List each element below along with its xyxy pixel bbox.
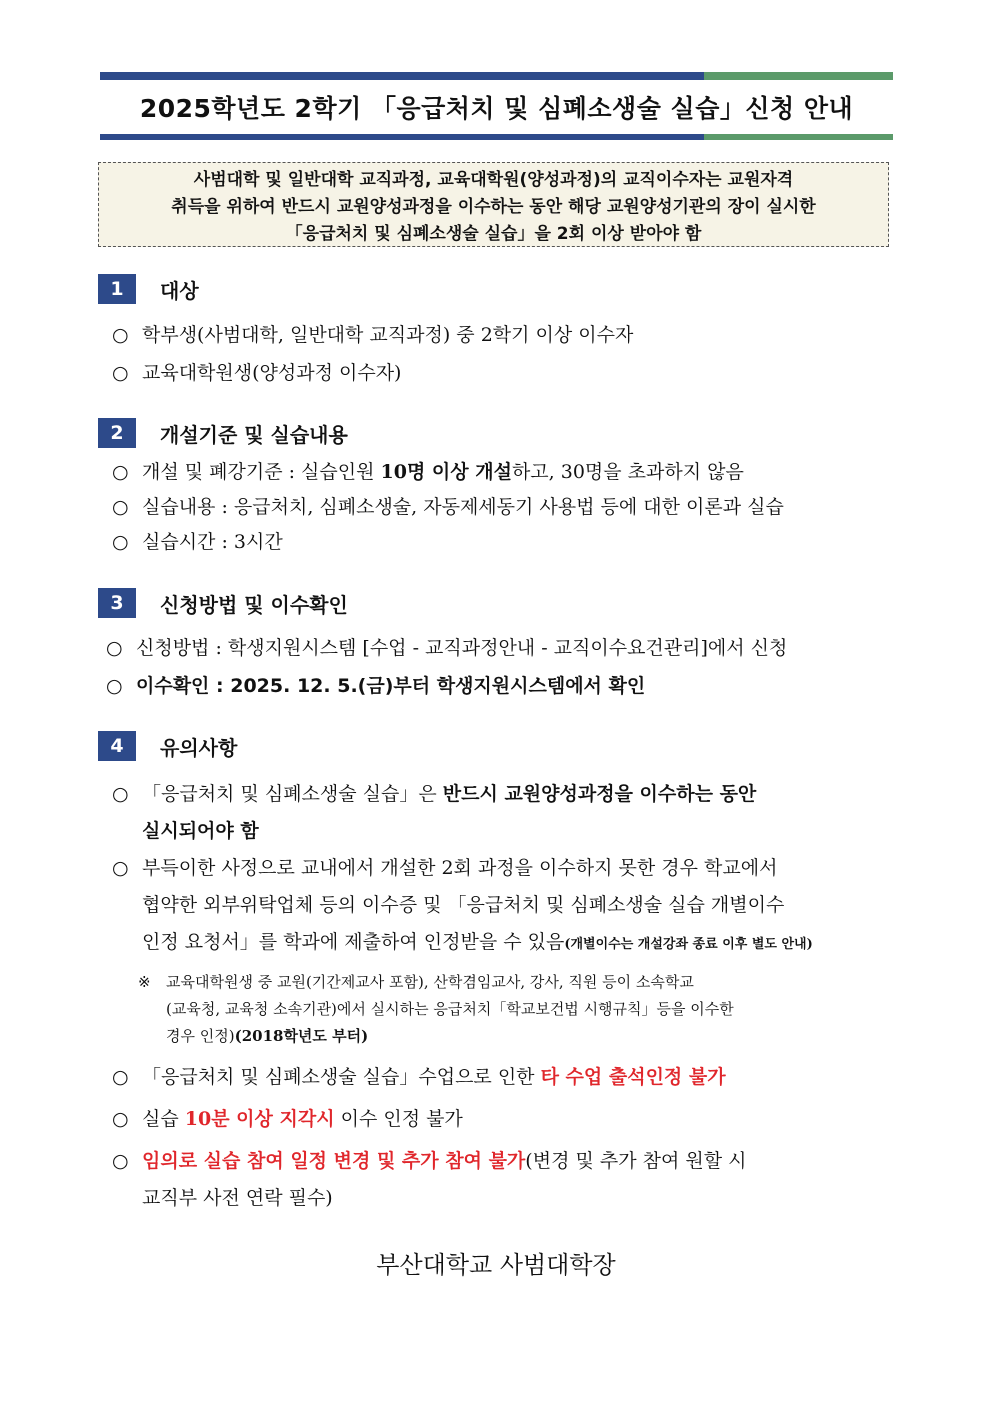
list-item <box>112 489 784 525</box>
bullet-icon: ○ <box>112 531 129 553</box>
bullet-icon: ○ <box>112 496 129 518</box>
item-text: 부득이한 사정으로 교내에서 개설한 2회 과정을 이수하지 못한 경우 학교에서 <box>142 857 778 879</box>
issuer-signature: 부산대학교 사범대학장 <box>376 1251 616 1279</box>
intro-line: 「응급처치 및 심폐소생술 실습」을 2회 이상 받아야 함 <box>285 224 702 244</box>
list-item <box>112 317 633 353</box>
bullet-icon: ○ <box>112 1066 129 1088</box>
item-text-red: 임의로 실습 참여 일정 변경 및 추가 참여 불가 <box>142 1150 526 1172</box>
section-header-2 <box>98 418 348 448</box>
item-text: (변경 및 추가 참여 원할 시 <box>525 1150 747 1172</box>
section-label: 대상 <box>160 278 199 303</box>
section-header-3 <box>98 588 348 618</box>
item-text: 「응급처치 및 심폐소생술 실습」수업으로 인한 <box>142 1066 541 1088</box>
section-number: 1 <box>98 274 136 304</box>
item-text: 하고, 30명을 초과하지 않음 <box>511 461 744 483</box>
item-text-red: 10분 이상 지각시 <box>184 1108 335 1130</box>
list-item <box>106 668 645 704</box>
item-text: 「응급처치 및 심폐소생술 실습」은 <box>142 783 443 805</box>
list-item <box>112 524 283 560</box>
intro-line: 취득을 위하여 반드시 교원양성과정을 이수하는 동안 해당 교원양성기관의 장이 실시한 <box>171 197 816 217</box>
page-title: 2025학년도 2학기 「응급처치 및 심폐소생술 실습」신청 안내 <box>139 94 854 123</box>
section-label: 개설기준 및 실습내용 <box>160 422 348 447</box>
notice-item <box>112 850 922 963</box>
bullet-icon: ○ <box>112 324 129 346</box>
notice-item <box>112 1059 922 1096</box>
section-label: 유의사항 <box>160 735 238 760</box>
title-top-rule <box>100 72 893 80</box>
item-text: 학부생(사범대학, 일반대학 교직과정) 중 2학기 이상 이수자 <box>142 324 634 346</box>
item-text: 교직부 사전 연락 필수) <box>142 1187 333 1209</box>
item-text: 협약한 외부위탁업체 등의 이수증 및 「응급처치 및 심폐소생술 실습 개별이수 <box>142 894 785 916</box>
bullet-icon: ○ <box>112 461 129 483</box>
note-text-bold: (2018학년도 부터) <box>234 1027 369 1045</box>
item-text: 개설 및 폐강기준 : 실습인원 <box>142 461 381 483</box>
notice-item <box>112 776 922 850</box>
section-label: 신청방법 및 이수확인 <box>160 592 348 617</box>
section-number: 2 <box>98 418 136 448</box>
bullet-icon: ○ <box>106 637 123 659</box>
note-mark: ※ <box>138 973 151 991</box>
item-text: 실습 <box>142 1108 185 1130</box>
item-text: 실습시간 : 3시간 <box>142 531 283 553</box>
item-text: 교육대학원생(양성과정 이수자) <box>142 362 402 384</box>
item-text: 이수확인 : 2025. 12. 5.(금)부터 학생지원시스템에서 확인 <box>136 675 646 697</box>
item-text: 이수 인정 불가 <box>334 1108 463 1130</box>
title-rule-blue <box>100 134 704 140</box>
note-block <box>138 969 922 1050</box>
note-text: 경우 인정) <box>166 1027 235 1045</box>
item-text-line <box>112 924 922 963</box>
item-text-bold: 10명 이상 개설 <box>380 461 512 483</box>
item-text-small: (개별이수는 개설강좌 종료 이후 별도 안내) <box>564 937 813 952</box>
bullet-icon: ○ <box>112 1108 129 1130</box>
intro-box <box>98 162 889 247</box>
title-rule-blue <box>100 72 704 80</box>
item-text: 인정 요청서」를 학과에 제출하여 인정받을 수 있음 <box>142 931 565 953</box>
note-text: 교육대학원생 중 교원(기간제교사 포함), 산학겸임교사, 강사, 직원 등이 소속학교 <box>166 973 694 991</box>
section-number: 3 <box>98 588 136 618</box>
item-text: 신청방법 : 학생지원시스템 [수업 - 교직과정안내 - 교직이수요건관리]에서 신청 <box>136 637 788 659</box>
section-number: 4 <box>98 731 136 761</box>
section-header-1 <box>98 274 199 304</box>
title-rule-green <box>704 72 893 80</box>
note-line <box>138 1023 922 1050</box>
section-header-4 <box>98 731 237 761</box>
title-bottom-rule <box>100 134 893 140</box>
list-item <box>106 630 787 666</box>
item-text: 실습내용 : 응급처치, 심폐소생술, 자동제세동기 사용법 등에 대한 이론과 실습 <box>142 496 784 518</box>
list-item <box>112 454 744 490</box>
item-text-bold: 반드시 교원양성과정을 이수하는 동안 <box>442 783 757 805</box>
bullet-icon: ○ <box>112 362 129 384</box>
item-text-red: 타 수업 출석인정 불가 <box>540 1066 726 1088</box>
note-text: (교육청, 교육청 소속기관)에서 실시하는 응급처치「학교보건법 시행규칙」등을 이수한 <box>166 1000 734 1018</box>
title-rule-green <box>704 134 893 140</box>
bullet-icon: ○ <box>106 675 123 697</box>
list-item <box>112 355 401 391</box>
bullet-icon: ○ <box>112 783 129 805</box>
notice-item <box>112 1101 922 1138</box>
intro-line: 사범대학 및 일반대학 교직과정, 교육대학원(양성과정)의 교직이수자는 교원자격 <box>193 170 794 190</box>
bullet-icon: ○ <box>112 857 129 879</box>
notice-item <box>112 1143 922 1217</box>
item-text-bold: 실시되어야 함 <box>142 820 259 842</box>
bullet-icon: ○ <box>112 1150 129 1172</box>
